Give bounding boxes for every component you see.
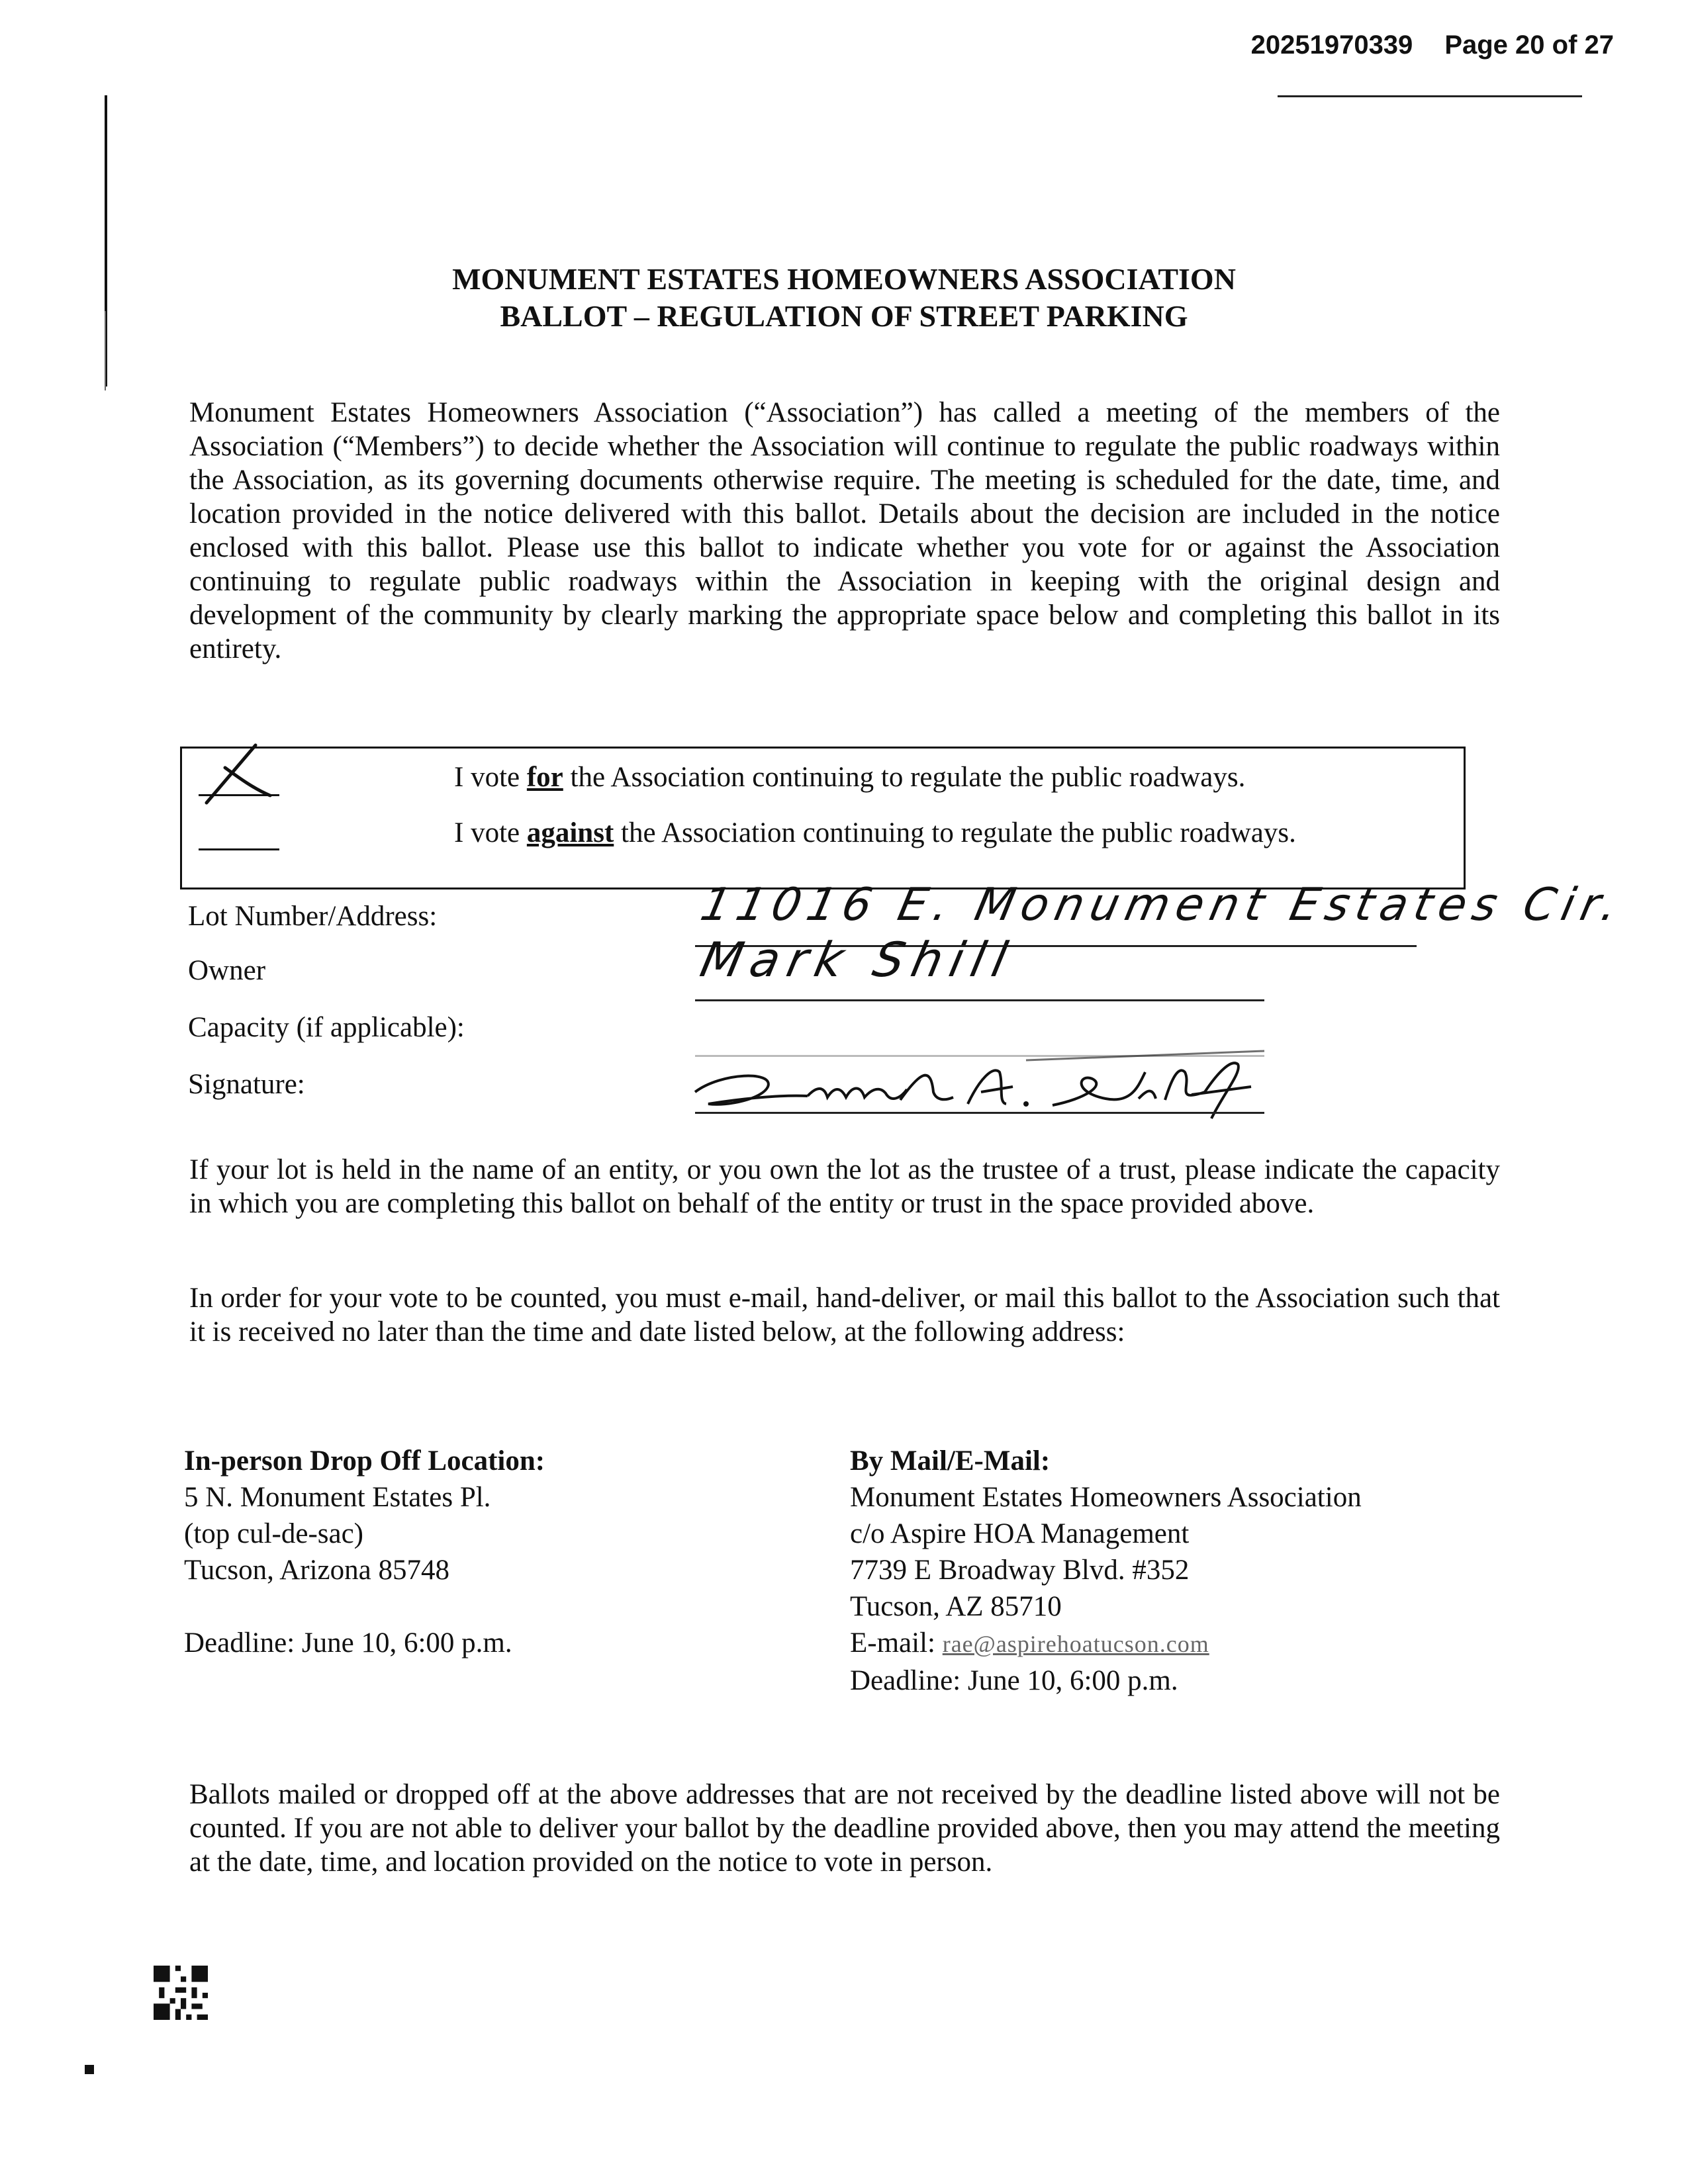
page-number: Page 20 of 27: [1444, 30, 1614, 60]
in-person-heading: In-person Drop Off Location:: [184, 1445, 545, 1477]
vote-for-x-mark: [199, 740, 278, 806]
vote-against-prefix: I vote: [454, 817, 527, 848]
lot-address-value[interactable]: 11016 E. Monument Estates Cir.: [696, 879, 1629, 931]
mail-line1: Monument Estates Homeowners Association: [850, 1482, 1362, 1513]
mail-line3: 7739 E Broadway Blvd. #352: [850, 1555, 1190, 1586]
mail-line4: Tucson, AZ 85710: [850, 1591, 1062, 1622]
vote-for-keyword: for: [526, 762, 563, 793]
document-subtitle: BALLOT – REGULATION OF STREET PARKING: [500, 299, 1188, 333]
signature-label: Signature:: [188, 1069, 305, 1100]
mail-email-link[interactable]: rae@aspirehoatucson.com: [942, 1631, 1209, 1657]
mail-block: [850, 1443, 1362, 1699]
mail-deadline: Deadline: June 10, 6:00 p.m.: [850, 1665, 1178, 1696]
vote-for-prefix: I vote: [454, 762, 527, 793]
vote-against-blank[interactable]: [199, 848, 279, 850]
in-person-line1: 5 N. Monument Estates Pl.: [184, 1482, 491, 1513]
lot-address-label: Lot Number/Address:: [188, 901, 438, 932]
header-rule: [1278, 95, 1582, 97]
vote-for-suffix: the Association continuing to regulate the public roadways.: [563, 762, 1246, 793]
in-person-block: [184, 1443, 545, 1661]
vote-against-keyword: against: [526, 817, 614, 848]
in-person-deadline: Deadline: June 10, 6:00 p.m.: [184, 1627, 512, 1659]
entity-note: If your lot is held in the name of an entity, or you own the lot as the trustee of a trust, please indicate the capacity in which you are completing this ballot on behalf of the entity or trust in the space provided above.: [189, 1154, 1500, 1219]
owner-label: Owner: [188, 955, 266, 986]
capacity-label: Capacity (if applicable):: [188, 1012, 465, 1043]
intro-paragraph: Monument Estates Homeowners Association (“Association”) has called a meeting of the members of the Association (“Members”) to decide whether the Association will continue to regulate the public roadways within the Association, as its governing documents otherwise require. The meeting is scheduled for the date, time, and location provided in the notice delivered with this ballot. Details about the decision are included in the notice enclosed with this ballot. Please use this ballot to indicate whether you vote for or against the Association continuing to regulate public roadways within the Association in keeping with the original design and development of the community by clearly marking the appropriate space below and completing this ballot in its entirety.: [189, 397, 1500, 664]
delivery-note: In order for your vote to be counted, you must e-mail, hand-deliver, or mail this ballot to the Association such that it is received no later than the time and date listed below, at the following address:: [189, 1283, 1500, 1347]
in-person-line3: Tucson, Arizona 85748: [184, 1555, 449, 1586]
document-header: [1251, 30, 1614, 60]
mail-email-label: E-mail:: [850, 1627, 943, 1659]
in-person-line2: (top cul-de-sac): [184, 1518, 363, 1549]
owner-line: [695, 999, 1264, 1001]
vote-against-statement: [454, 817, 1296, 849]
mail-line2: c/o Aspire HOA Management: [850, 1518, 1190, 1549]
signature-line: [695, 1112, 1264, 1114]
qr-code-icon: [154, 1966, 208, 2020]
vote-against-suffix: the Association continuing to regulate the public roadways.: [614, 817, 1296, 848]
document-title: MONUMENT ESTATES HOMEOWNERS ASSOCIATION: [452, 262, 1236, 296]
owner-value[interactable]: Mark Shill: [696, 932, 1020, 987]
document-number: 20251970339: [1250, 30, 1413, 60]
vote-for-statement: [454, 761, 1245, 794]
margin-dot: [85, 2065, 94, 2074]
closing-paragraph: Ballots mailed or dropped off at the above addresses that are not received by the deadline listed above will not be counted. If you are not able to deliver your ballot by the deadline provided above, then you may attend the meeting at the date, time, and location provided on the notice to vote in person.: [189, 1779, 1500, 1878]
mail-heading: By Mail/E-Mail:: [850, 1445, 1051, 1477]
